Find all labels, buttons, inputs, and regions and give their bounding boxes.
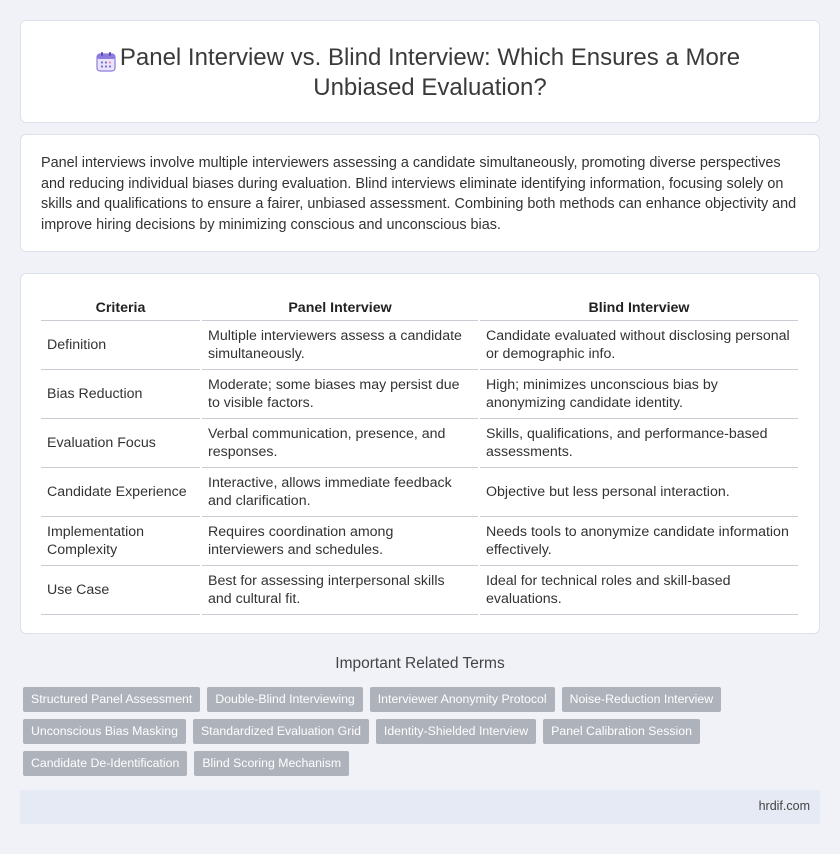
panel-cell: Interactive, allows immediate feedback and clarification. (201, 467, 479, 516)
criteria-cell: Evaluation Focus (41, 418, 201, 467)
summary-card (20, 134, 820, 252)
related-term-tag[interactable]: Double-Blind Interviewing (207, 687, 362, 712)
related-term-tag[interactable]: Unconscious Bias Masking (23, 719, 186, 744)
blind-cell: Skills, qualifications, and performance-based assessments. (479, 418, 798, 467)
criteria-cell: Use Case (41, 565, 201, 614)
blind-cell: High; minimizes unconscious bias by anonymizing candidate identity. (479, 369, 798, 418)
related-term-tag[interactable]: Structured Panel Assessment (23, 687, 200, 712)
criteria-cell: Bias Reduction (41, 369, 201, 418)
related-term-tag[interactable]: Panel Calibration Session (543, 719, 700, 744)
page-title: Panel Interview vs. Blind Interview: Which Ensures a More Unbiased Evaluation? (119, 44, 741, 101)
blind-cell: Ideal for technical roles and skill-based evaluations. (479, 565, 798, 614)
related-term-tag[interactable]: Standardized Evaluation Grid (193, 719, 369, 744)
footer (20, 790, 820, 824)
table-row (41, 320, 798, 369)
panel-cell: Multiple interviewers assess a candidate simultaneously. (201, 320, 479, 369)
related-term-tag[interactable]: Noise-Reduction Interview (562, 687, 722, 712)
summary-paragraph: Panel interviews involve multiple interviewers assessing a candidate simultaneously, promoting diverse perspectives and reducing individual biases during evaluation. Blind interviews eliminate identifying information, focusing solely on skills and qualifications to ensure a fairer, unbiased assessment. Combining both methods can enhance objectivity and improve hiring decisions by minimizing conscious and unconscious bias. (41, 155, 797, 233)
related-term-tag[interactable]: Interviewer Anonymity Protocol (370, 687, 555, 712)
panel-cell: Moderate; some biases may persist due to visible factors. (201, 369, 479, 418)
related-terms-list (23, 687, 813, 776)
related-term-tag[interactable]: Blind Scoring Mechanism (194, 751, 349, 776)
criteria-cell: Candidate Experience (41, 467, 201, 516)
title-wrap (21, 43, 819, 103)
table-row (41, 516, 798, 565)
related-term-tag[interactable]: Candidate De-Identification (23, 751, 187, 776)
blind-cell: Needs tools to anonymize candidate information effectively. (479, 516, 798, 565)
comparison-card (20, 273, 820, 634)
comparison-table (41, 296, 798, 615)
footer-site-link[interactable]: hrdif.com (758, 799, 810, 813)
table-row (41, 565, 798, 614)
calendar-icon (94, 50, 118, 74)
header-criteria: Criteria (41, 296, 201, 320)
header-blind-interview: Blind Interview (479, 296, 798, 320)
related-terms-heading: Important Related Terms (335, 655, 505, 672)
panel-cell: Requires coordination among interviewers and schedules. (201, 516, 479, 565)
criteria-cell: Implementation Complexity (41, 516, 201, 565)
table-row (41, 418, 798, 467)
panel-cell: Verbal communication, presence, and responses. (201, 418, 479, 467)
blind-cell: Objective but less personal interaction. (479, 467, 798, 516)
related-term-tag[interactable]: Identity-Shielded Interview (376, 719, 536, 744)
title-card (20, 20, 820, 123)
header-panel-interview: Panel Interview (201, 296, 479, 320)
panel-cell: Best for assessing interpersonal skills and cultural fit. (201, 565, 479, 614)
table-header-row (41, 296, 798, 320)
criteria-cell: Definition (41, 320, 201, 369)
table-row (41, 369, 798, 418)
table-row (41, 467, 798, 516)
blind-cell: Candidate evaluated without disclosing personal or demographic info. (479, 320, 798, 369)
